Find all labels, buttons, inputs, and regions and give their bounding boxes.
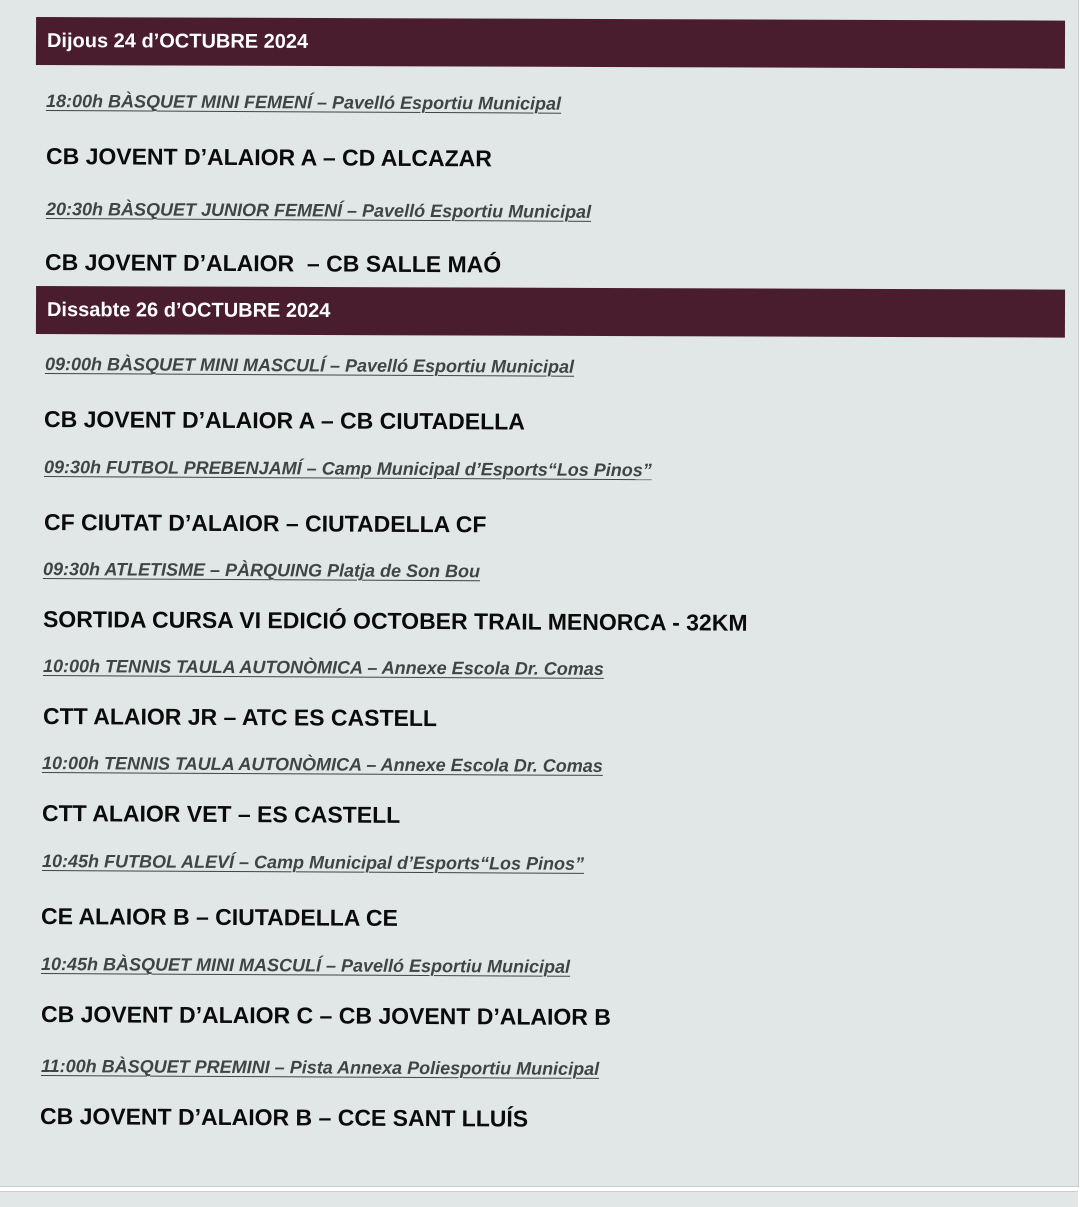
event-info: 09:00h BÀSQUET MINI MASCULÍ – Pavelló Esportiu Municipal	[44, 354, 575, 377]
event-match: CB JOVENT D’ALAIOR C – CB JOVENT D’ALAIOR B	[40, 1001, 612, 1030]
event-info: 11:00h BÀSQUET PREMINI – Pista Annexa Poliesportiu Municipal	[40, 1056, 600, 1079]
event-match: CTT ALAIOR VET – ES CASTELL	[41, 800, 401, 828]
event-info: 10:00h TENNIS TAULA AUTONÒMICA – Annexe Escola Dr. Comas	[42, 656, 604, 679]
event-match: CF CIUTAT D’ALAIOR – CIUTADELLA CF	[43, 509, 487, 538]
event-match: CTT ALAIOR JR – ATC ES CASTELL	[42, 703, 438, 732]
event-match: CB JOVENT D’ALAIOR – CB SALLE MAÓ	[44, 249, 502, 278]
event-info: 10:45h FUTBOL ALEVÍ – Camp Municipal d’Esports“Los Pinos”	[41, 851, 585, 874]
event-info: 09:30h FUTBOL PREBENJAMÍ – Camp Municipal d’Esports“Los Pinos”	[43, 457, 652, 481]
page-bottom-strip	[0, 1191, 1078, 1207]
event-match: CB JOVENT D’ALAIOR A – CD ALCAZAR	[45, 143, 493, 172]
event-info: 09:30h ATLETISME – PÀRQUING Platja de Son Bou	[42, 559, 481, 582]
event-match: CB JOVENT D’ALAIOR B – CCE SANT LLUÍS	[39, 1103, 529, 1132]
event-info: 18:00h BÀSQUET MINI FEMENÍ – Pavelló Esportiu Municipal	[45, 91, 562, 114]
event-match: SORTIDA CURSA VI EDICIÓ OCTOBER TRAIL MENORCA - 32KM	[42, 606, 748, 636]
event-info: 20:30h BÀSQUET JUNIOR FEMENÍ – Pavelló Esportiu Municipal	[45, 199, 592, 222]
day-header-thursday: Dijous 24 d’OCTUBRE 2024	[36, 17, 1065, 69]
day-header-saturday: Dissabte 26 d’OCTUBRE 2024	[36, 286, 1065, 338]
event-match: CB JOVENT D’ALAIOR A – CB CIUTADELLA	[43, 406, 525, 435]
event-info: 10:45h BÀSQUET MINI MASCULÍ – Pavelló Esportiu Municipal	[40, 954, 571, 977]
event-info: 10:00h TENNIS TAULA AUTONÒMICA – Annexe Escola Dr. Comas	[41, 753, 603, 776]
event-match: CE ALAIOR B – CIUTADELLA CE	[40, 903, 399, 931]
